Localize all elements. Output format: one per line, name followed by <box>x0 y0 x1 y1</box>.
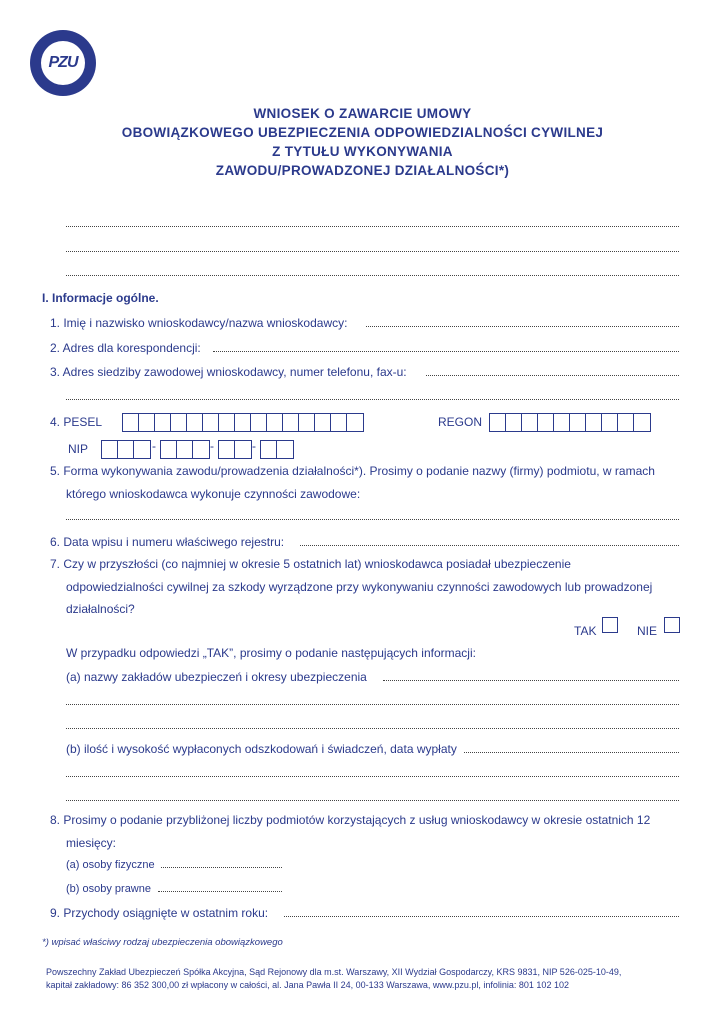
pzu-logo <box>30 30 96 96</box>
q8-line-1: 8. Prosimy o podanie przybliżonej liczby podmiotów korzystających z usług wnioskodawcy w okresie ostatnich 12 <box>50 813 651 827</box>
q2-label: 2. Adres dla korespondencji: <box>50 341 201 355</box>
q7b-label: (b) ilość i wysokość wypłaconych odszkodowań i świadczeń, data wypłaty <box>66 742 457 756</box>
nip-boxes-3[interactable] <box>218 440 252 459</box>
q1-field[interactable] <box>366 325 679 327</box>
q7b-field-extra-1[interactable] <box>66 775 679 777</box>
regon-boxes[interactable] <box>489 413 651 432</box>
nie-label: NIE <box>637 624 658 638</box>
q5-line-1: 5. Forma wykonywania zawodu/prowadzenia działalności*). Prosimy o podanie nazwy (firmy) podmiotu, w ramach <box>50 464 655 478</box>
q7a-field-extra-2[interactable] <box>66 727 679 729</box>
pzu-logo-text: PZU <box>41 41 85 85</box>
q3-field-extra[interactable] <box>66 398 679 400</box>
q7-line-1: 7. Czy w przyszłości (co najmniej w okresie 5 ostatnich lat) wnioskodawca posiadał ubezpieczenie <box>50 557 571 571</box>
header-blank-line-1[interactable] <box>66 225 679 227</box>
q8a-label: (a) osoby fizyczne <box>66 859 155 871</box>
q2-field[interactable] <box>213 350 679 352</box>
nip-separator-2: - <box>210 439 214 453</box>
footer-line-2: kapitał zakładowy: 86 352 300,00 zł wpłacony w całości, al. Jana Pawła II 24, 00-133 Warszawa, www.pzu.pl, infolinia: 801 102 102 <box>46 980 569 990</box>
q8-line-2: miesięcy: <box>66 836 117 850</box>
pesel-label: 4. PESEL <box>50 415 103 429</box>
q7a-field[interactable] <box>383 679 679 681</box>
q7b-field[interactable] <box>464 751 679 753</box>
q5-field[interactable] <box>66 518 679 520</box>
nip-boxes-4[interactable] <box>260 440 294 459</box>
pesel-boxes[interactable] <box>122 413 364 432</box>
title-line-4: ZAWODU/PROWADZONEJ DZIAŁALNOŚCI*) <box>215 163 510 178</box>
q5-line-2: którego wnioskodawca wykonuje czynności zawodowe: <box>66 487 361 501</box>
nip-boxes-2[interactable] <box>160 440 210 459</box>
q9-label: 9. Przychody osiągnięte w ostatnim roku: <box>50 906 269 920</box>
q1-label: 1. Imię i nazwisko wnioskodawcy/nazwa wnioskodawcy: <box>50 316 348 330</box>
q7-line-2: odpowiedzialności cywilnej za szkody wyrządzone przy wykonywaniu czynności zawodowych lub prowadzonej <box>66 580 653 594</box>
q8a-field[interactable] <box>161 866 282 868</box>
tak-checkbox[interactable] <box>602 617 618 633</box>
nip-boxes-1[interactable] <box>101 440 151 459</box>
title-line-1: WNIOSEK O ZAWARCIE UMOWY <box>253 106 472 121</box>
q7-line-3: działalności? <box>66 602 135 616</box>
footnote: *) wpisać właściwy rodzaj ubezpieczenia obowiązkowego <box>42 937 283 948</box>
tak-label: TAK <box>574 624 597 638</box>
title-line-2: OBOWIĄZKOWEGO UBEZPIECZENIA ODPOWIEDZIALNOŚCI CYWILNEJ <box>121 125 604 140</box>
q3-label: 3. Adres siedziby zawodowej wnioskodawcy, numer telefonu, fax-u: <box>50 365 407 379</box>
q7a-field-extra-1[interactable] <box>66 703 679 705</box>
nip-separator-3: - <box>252 439 256 453</box>
q8b-label: (b) osoby prawne <box>66 883 151 895</box>
q7-followup: W przypadku odpowiedzi „TAK”, prosimy o podanie następujących informacji: <box>66 646 476 660</box>
q8b-field[interactable] <box>158 890 282 892</box>
title-line-3: Z TYTUŁU WYKONYWANIA <box>272 144 453 159</box>
q6-label: 6. Data wpisu i numeru właściwego rejestru: <box>50 535 285 549</box>
q9-field[interactable] <box>284 915 679 917</box>
nip-label: NIP <box>68 442 89 456</box>
footer-line-1: Powszechny Zakład Ubezpieczeń Spółka Akcyjna, Sąd Rejonowy dla m.st. Warszawy, XII Wydział Gospodarczy, KRS 9831, NIP 526-025-10-49, <box>46 967 622 977</box>
nie-checkbox[interactable] <box>664 617 680 633</box>
nip-separator-1: - <box>152 439 156 453</box>
q3-field[interactable] <box>426 374 679 376</box>
section-heading: I. Informacje ogólne. <box>42 291 159 305</box>
q7a-label: (a) nazwy zakładów ubezpieczeń i okresy ubezpieczenia <box>66 670 367 684</box>
header-blank-line-2[interactable] <box>66 250 679 252</box>
header-blank-line-3[interactable] <box>66 274 679 276</box>
q6-field[interactable] <box>300 544 679 546</box>
regon-label: REGON <box>438 415 483 429</box>
q7b-field-extra-2[interactable] <box>66 799 679 801</box>
form-title <box>0 104 725 180</box>
